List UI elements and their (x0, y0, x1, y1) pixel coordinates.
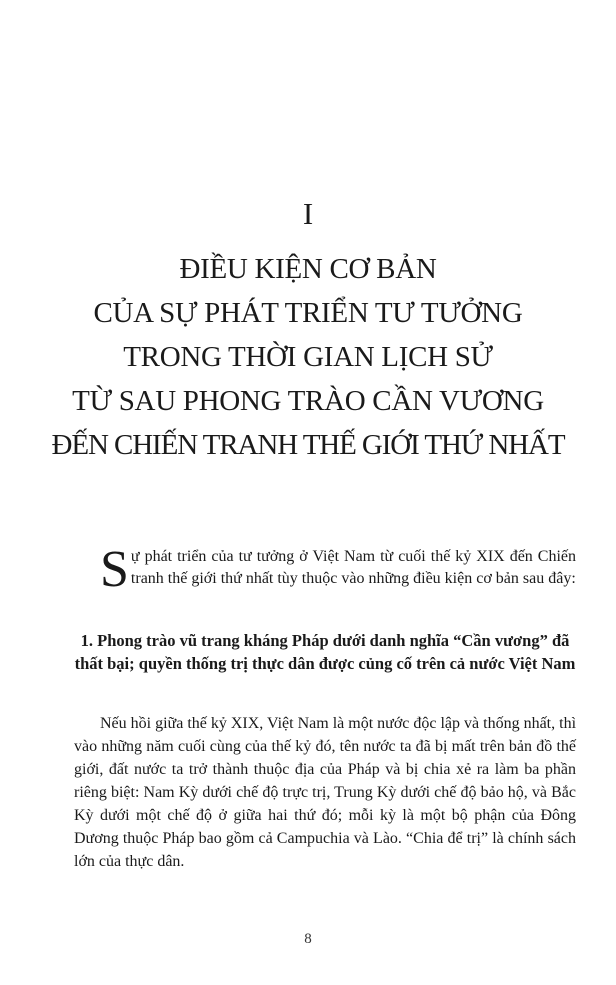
body-paragraph: Nếu hồi giữa thế kỷ XIX, Việt Nam là một nước độc lập và thống nhất, thì vào những năm cuối cùng của thế kỷ đó, tên nước ta đã bị mất trên bản đồ thế giới, đất nước ta trở thành thuộc địa của Pháp và bị chia xẻ ra làm ba phần riêng biệt: Nam Kỳ dưới chế độ trực trị, Trung Kỳ dưới chế độ bảo hộ, và Bắc Kỳ dưới một chế độ ở giữa hai thứ đó; mỗi kỳ là một bộ phận của Đông Dương thuộc Pháp bao gồm cả Campuchia và Lào. “Chia để trị” là chính sách lớn của thực dân. (74, 715, 577, 870)
intro-text: ự phát triển của tư tưởng ở Việt Nam từ cuối thế kỷ XIX đến Chiến tranh thế giới thứ nhất tùy thuộc vào những điều kiện cơ bản sau đây: (130, 548, 576, 587)
drop-cap: S (100, 541, 129, 598)
chapter-title-line-5: ĐẾN CHIẾN TRANH THẾ GIỚI THỨ NHẤT (51, 429, 565, 461)
chapter-number: I (302, 196, 314, 231)
chapter-title-line-1: ĐIỀU KIỆN CƠ BẢN (179, 253, 437, 285)
section-heading: 1. Phong trào vũ trang kháng Pháp dưới danh nghĩa “Cần vương” đã thất bại; quyền thống trị thực dân được củng cố trên cả nước Việt Nam (74, 631, 576, 673)
intro-paragraph (100, 541, 576, 598)
chapter-title-line-3: TRONG THỜI GIAN LỊCH SỬ (123, 341, 493, 373)
chapter-title (0, 247, 616, 467)
chapter-title-line-4: TỪ SAU PHONG TRÀO CẦN VƯƠNG (72, 385, 544, 417)
chapter-title-line-2: CỦA SỰ PHÁT TRIỂN TƯ TƯỞNG (93, 297, 523, 329)
page-number: 8 (304, 931, 312, 947)
